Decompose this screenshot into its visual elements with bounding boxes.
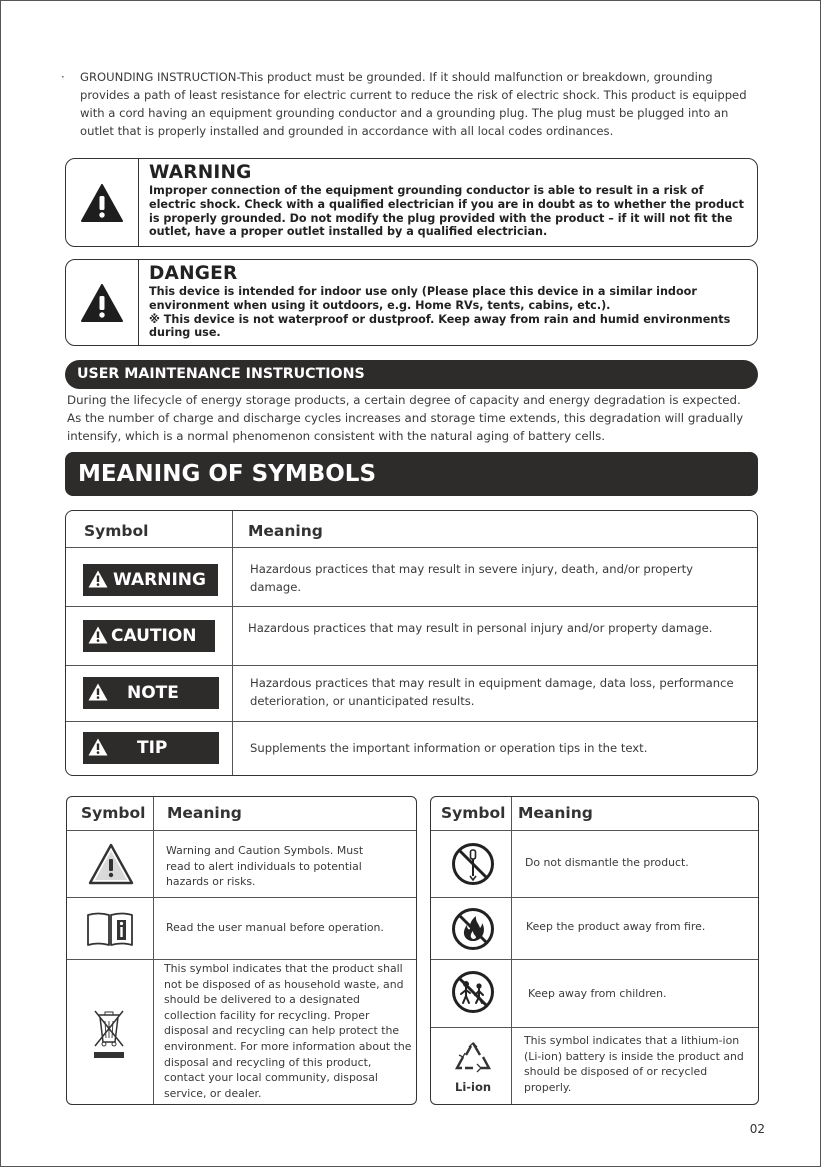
page-number: 02 <box>749 1122 765 1136</box>
signal-words-table <box>65 510 758 776</box>
warning-box <box>65 158 758 247</box>
tip-meaning: Supplements the important information or operation tips in the text. <box>250 741 648 755</box>
row-divider <box>66 547 757 548</box>
read-manual-meaning: Read the user manual before operation. <box>166 921 384 934</box>
warning-meaning: Hazardous practices that may result in severe injury, death, and/or property damage. <box>250 562 694 594</box>
symbol-column-header: Symbol <box>441 804 506 822</box>
note-meaning: Hazardous practices that may result in equipment damage, data loss, performance deterioration, or unanticipated results. <box>250 676 734 708</box>
maintenance-text: During the lifecycle of energy storage products, a certain degree of capacity and energy degradation is expected. As the number of charge and discharge cycles increases and storage time extends, this degradation will gradually intensify, which is a normal phenomenon consistent with the natural aging of battery cells. <box>67 393 744 443</box>
row-divider <box>431 897 758 898</box>
row-divider <box>431 959 758 960</box>
warning-icon <box>88 683 108 701</box>
no-children-icon <box>451 970 495 1014</box>
warning-icon <box>88 626 108 644</box>
caution-label <box>83 620 215 652</box>
row-divider <box>67 830 416 831</box>
warning-icon <box>88 570 108 588</box>
grounding-instruction <box>61 68 751 140</box>
warning-title: WARNING <box>149 162 252 183</box>
li-ion-label: Li-ion <box>455 1080 492 1094</box>
crossed-bin-meaning: This symbol indicates that the product shall not be disposed of as household waste, and should be delivered to a designated collection facility for recycling. Proper disposal and recycling can help protect the environment. For more information about the disposal and recycling of this product, contact your local community, disposal service, or dealer. <box>164 962 412 1100</box>
warning-icon <box>81 184 123 222</box>
tip-label-text: TIP <box>137 738 168 758</box>
danger-text-2: ※ This device is not waterproof or dustproof. Keep away from rain and humid environments during use. <box>149 312 731 340</box>
warning-symbol-meaning: Warning and Caution Symbols. Must read to alert individuals to potential hazards or risks. <box>166 844 364 889</box>
symbol-column-header: Symbol <box>84 522 149 540</box>
row-divider <box>66 665 757 666</box>
tip-label <box>83 732 219 764</box>
maintenance-heading: USER MAINTENANCE INSTRUCTIONS <box>65 360 758 389</box>
crossed-bin-icon <box>91 1008 127 1060</box>
row-divider <box>431 1027 758 1028</box>
no-fire-meaning: Keep the product away from fire. <box>526 920 706 933</box>
note-label <box>83 677 219 709</box>
no-dismantle-icon <box>451 842 495 886</box>
warning-text: Improper connection of the equipment grounding conductor is able to result in a risk of electric shock. Check with a qualified electrician if you are in doubt as to whether the product is properly grounded. Do not modify the plug provided with the product – if it will not fit the outlet, have a proper outlet installed by a qualified electrician. <box>149 184 744 239</box>
symbols-table-right <box>430 796 759 1105</box>
row-divider <box>431 830 758 831</box>
caution-label-text: CAUTION <box>111 626 197 646</box>
symbols-table-left <box>66 796 417 1105</box>
note-label-text: NOTE <box>127 683 179 703</box>
danger-text-1: This device is intended for indoor use only (Please place this device in a similar indoor environment when using it outdoors, e.g. Home RVs, tents, cabins, etc.). <box>149 285 697 312</box>
read-manual-icon <box>85 911 135 947</box>
meaning-column-header: Meaning <box>518 804 593 822</box>
warning-triangle-icon <box>87 842 135 886</box>
danger-box <box>65 259 758 346</box>
column-divider <box>153 797 154 1104</box>
li-ion-meaning: This symbol indicates that a lithium-ion (Li-ion) battery is inside the product and should be disposed of or recycled properly. <box>524 1034 744 1094</box>
warning-label <box>83 564 218 596</box>
row-divider <box>66 721 757 722</box>
symbols-heading: MEANING OF SYMBOLS <box>65 452 758 496</box>
caution-meaning: Hazardous practices that may result in personal injury and/or property damage. <box>248 621 713 635</box>
row-divider <box>67 959 416 960</box>
warning-icon <box>81 284 123 322</box>
warning-icon-cell <box>66 159 139 246</box>
row-divider <box>66 606 757 607</box>
warning-icon <box>88 738 108 756</box>
danger-icon-cell <box>66 260 139 345</box>
meaning-column-header: Meaning <box>167 804 242 822</box>
meaning-column-header: Meaning <box>248 522 323 540</box>
column-divider <box>511 797 512 1104</box>
no-dismantle-meaning: Do not dismantle the product. <box>525 856 689 869</box>
no-fire-icon <box>451 907 495 951</box>
no-children-meaning: Keep away from children. <box>528 987 667 1000</box>
danger-title: DANGER <box>149 263 238 284</box>
row-divider <box>67 897 416 898</box>
li-ion-recycle-icon <box>453 1041 493 1079</box>
warning-label-text: WARNING <box>113 570 206 590</box>
column-divider <box>232 511 233 775</box>
bullet-dot: · <box>61 70 65 84</box>
grounding-text: GROUNDING INSTRUCTION-This product must be grounded. If it should malfunction or breakdown, grounding provides a path of least resistance for electric current to reduce the risk of electric shock. This product is equipped with a cord having an equipment grounding conductor and a grounding plug. The plug must be plugged into an outlet that is properly installed and grounded in accordance with all local codes ordinances. <box>80 70 747 138</box>
symbol-column-header: Symbol <box>81 804 146 822</box>
